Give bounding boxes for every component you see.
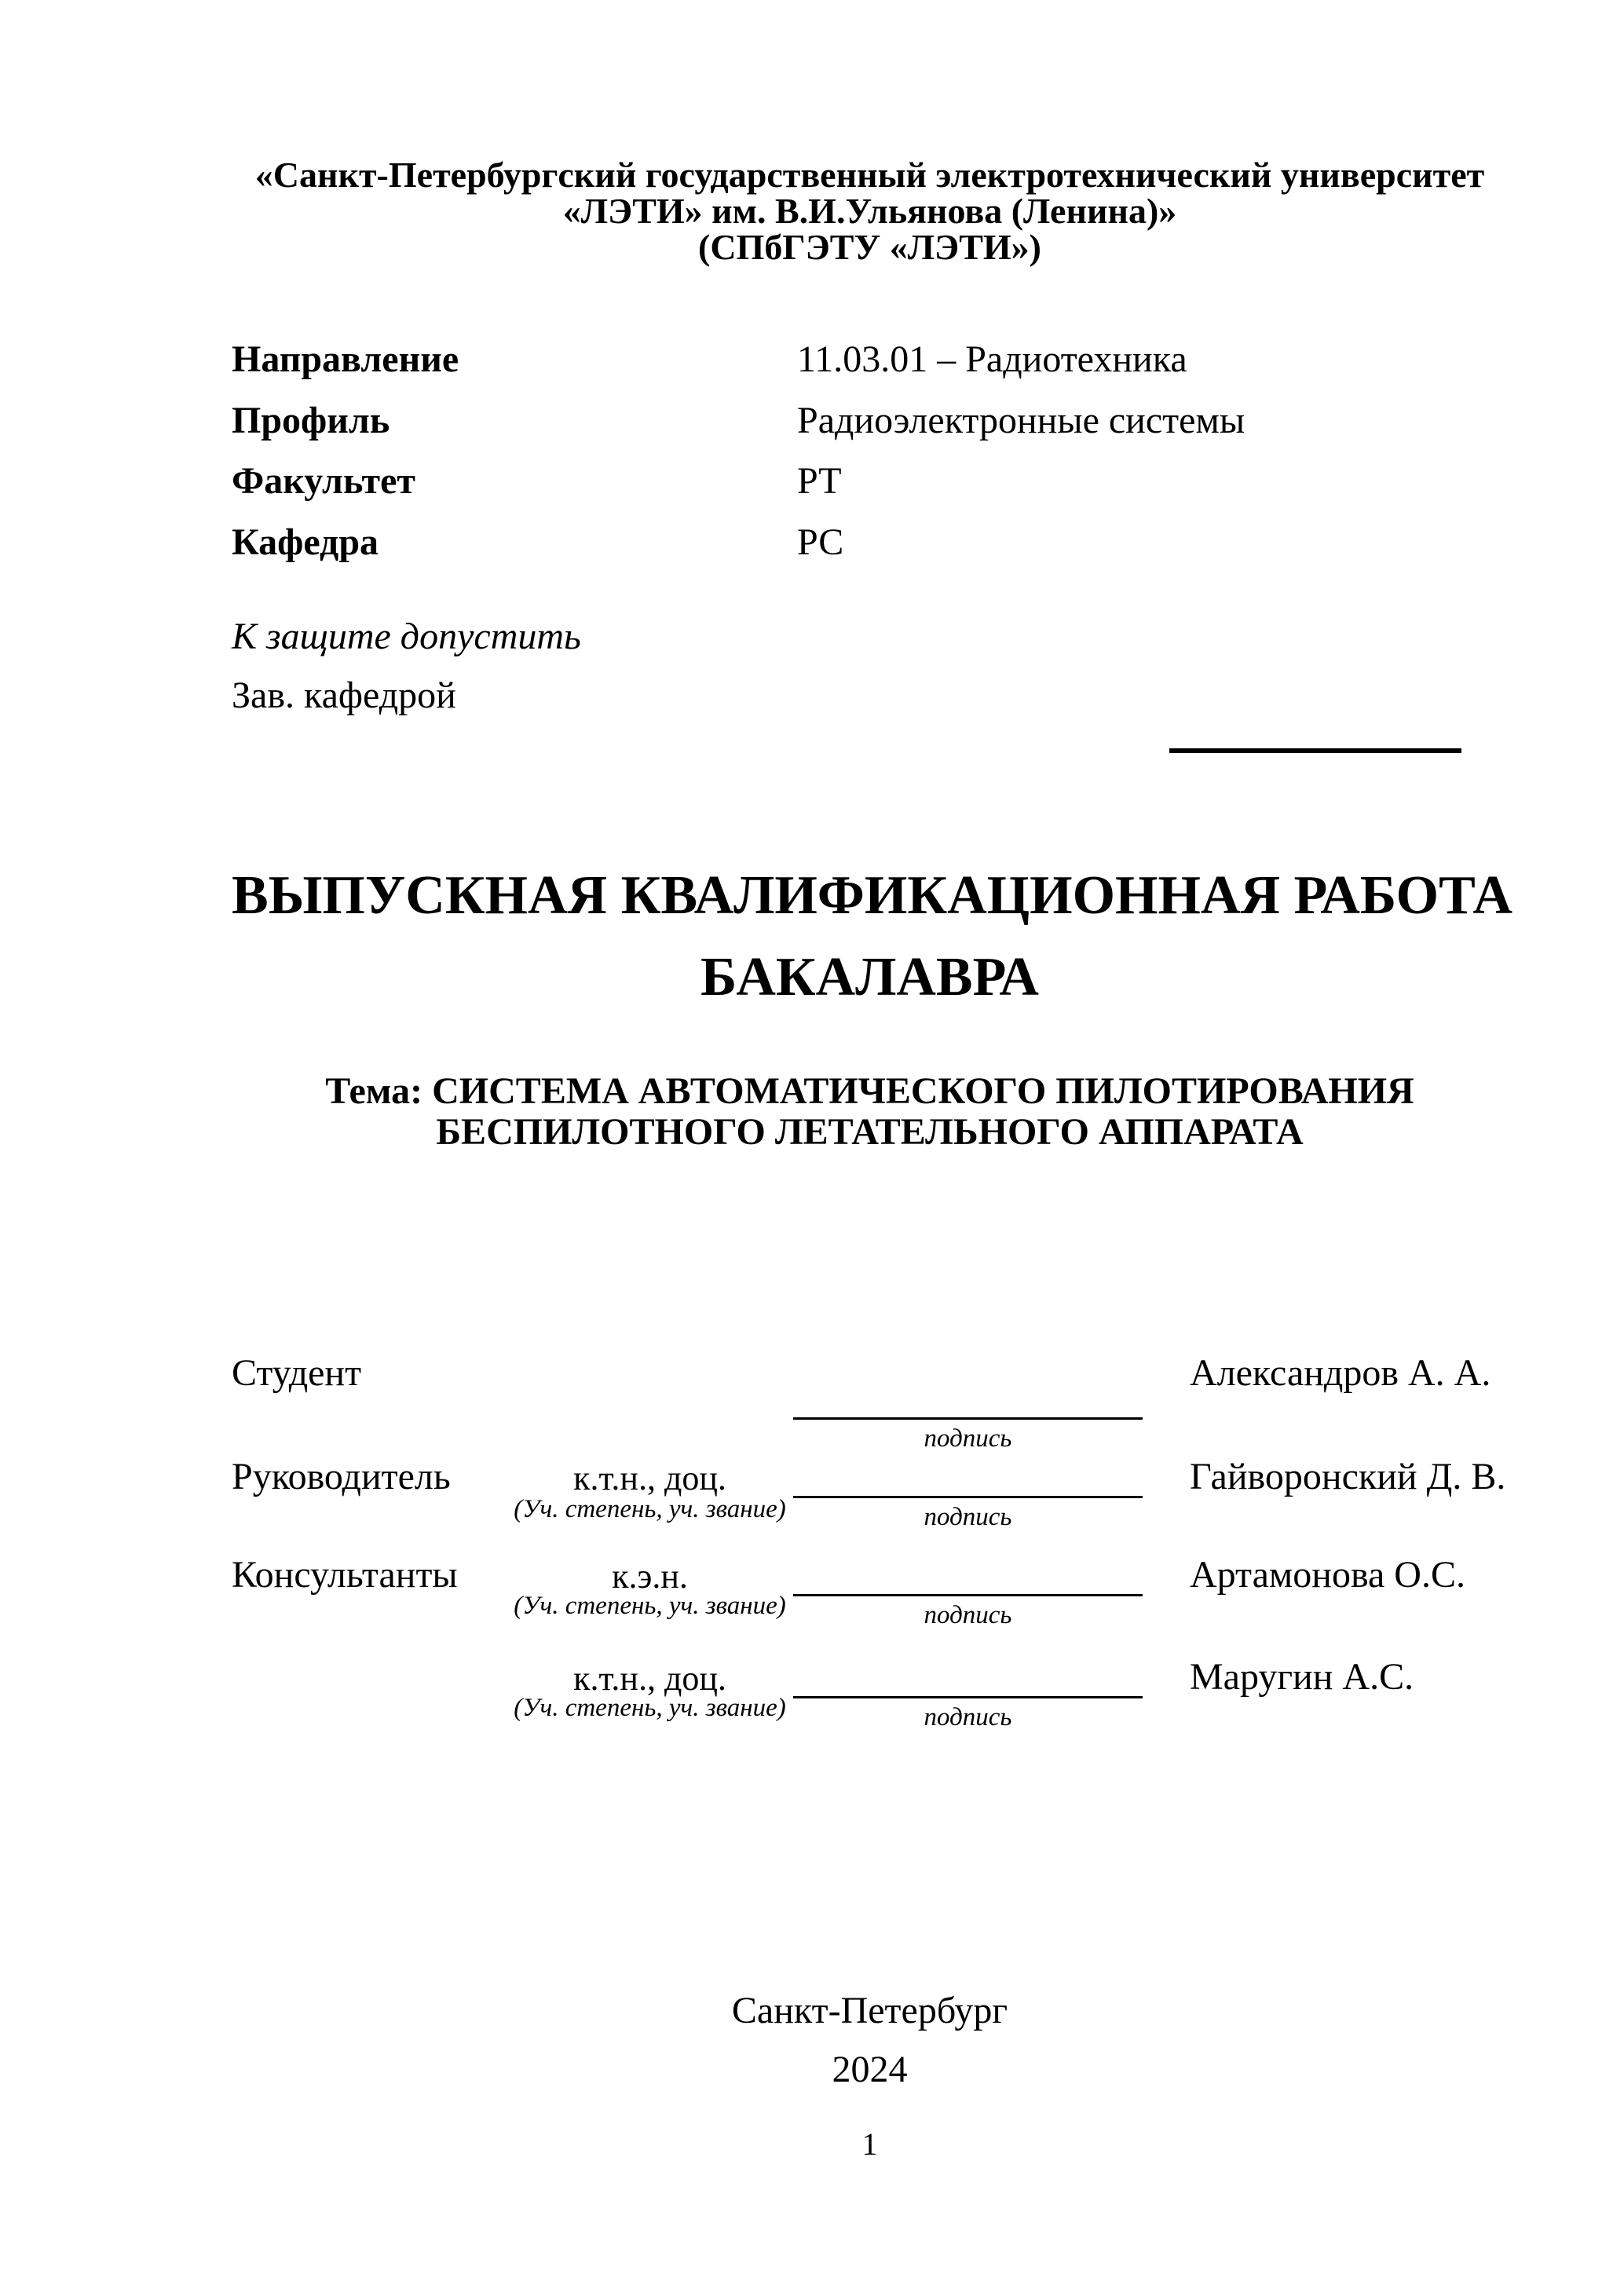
- supervisor-name: Гайворонский Д. В.: [1190, 1456, 1506, 1497]
- footer-year: 2024: [832, 2049, 908, 2090]
- footer-city: Санкт-Петербург: [731, 1990, 1008, 2031]
- consultant2-signature-caption: подпись: [924, 1703, 1012, 1731]
- consultant2-name: Маругин А.С.: [1190, 1656, 1414, 1698]
- university-header: [232, 157, 1508, 265]
- supervisor-signature-caption: подпись: [924, 1503, 1012, 1531]
- admission-statement: К защите допустить: [232, 616, 581, 657]
- theme-block: [232, 1071, 1508, 1153]
- page-number: 1: [861, 2126, 878, 2162]
- field-value-direction: 11.03.01 – Радиотехника: [797, 338, 1187, 380]
- work-title-line2: БАКАЛАВРА: [700, 947, 1039, 1007]
- signature-role-consultants: Консультанты: [232, 1554, 458, 1596]
- consultant2-degree-caption: (Уч. степень, уч. звание): [514, 1694, 786, 1722]
- consultant2-degree: к.т.н., доц.: [573, 1659, 726, 1698]
- field-value-department: РС: [797, 521, 844, 563]
- consultant1-signature-line: [793, 1594, 1143, 1596]
- signature-role-supervisor: Руководитель: [232, 1456, 451, 1497]
- field-label-direction: Направление: [232, 338, 459, 380]
- theme-line1: Тема: СИСТЕМА АВТОМАТИЧЕСКОГО ПИЛОТИРОВАНИЯ: [325, 1070, 1414, 1112]
- supervisor-degree: к.т.н., доц.: [573, 1459, 726, 1497]
- student-name: Александров А. А.: [1190, 1352, 1491, 1394]
- consultant1-name: Артамонова О.С.: [1190, 1554, 1465, 1596]
- department-head-signature-line: [1169, 748, 1461, 753]
- university-abbreviation: (СПбГЭТУ «ЛЭТИ»): [698, 227, 1041, 267]
- university-name-line2: «ЛЭТИ» им. В.И.Ульянова (Ленина)»: [562, 191, 1177, 231]
- department-head-label: Зав. кафедрой: [232, 675, 456, 716]
- supervisor-signature-line: [793, 1496, 1143, 1498]
- supervisor-degree-caption: (Уч. степень, уч. звание): [514, 1495, 786, 1523]
- student-signature-line: [793, 1417, 1143, 1420]
- consultant1-degree-caption: (Уч. степень, уч. звание): [514, 1592, 786, 1620]
- consultant2-signature-line: [793, 1696, 1143, 1698]
- student-signature-caption: подпись: [924, 1424, 1012, 1453]
- consultant1-degree: к.э.н.: [612, 1557, 688, 1596]
- field-label-faculty: Факультет: [232, 460, 415, 502]
- field-label-profile: Профиль: [232, 400, 390, 441]
- university-name-line1: «Санкт-Петербургский государственный электротехнический университет: [254, 155, 1485, 195]
- theme-line2: БЕСПИЛОТНОГО ЛЕТАТЕЛЬНОГО АППАРАТА: [436, 1111, 1304, 1153]
- field-value-faculty: РТ: [797, 460, 842, 502]
- signature-role-student: Студент: [232, 1352, 362, 1394]
- field-value-profile: Радиоэлектронные системы: [797, 400, 1245, 441]
- work-title-line1: ВЫПУСКНАЯ КВАЛИФИКАЦИОННАЯ РАБОТА: [232, 865, 1512, 926]
- field-label-department: Кафедра: [232, 521, 379, 563]
- consultant1-signature-caption: подпись: [924, 1601, 1012, 1629]
